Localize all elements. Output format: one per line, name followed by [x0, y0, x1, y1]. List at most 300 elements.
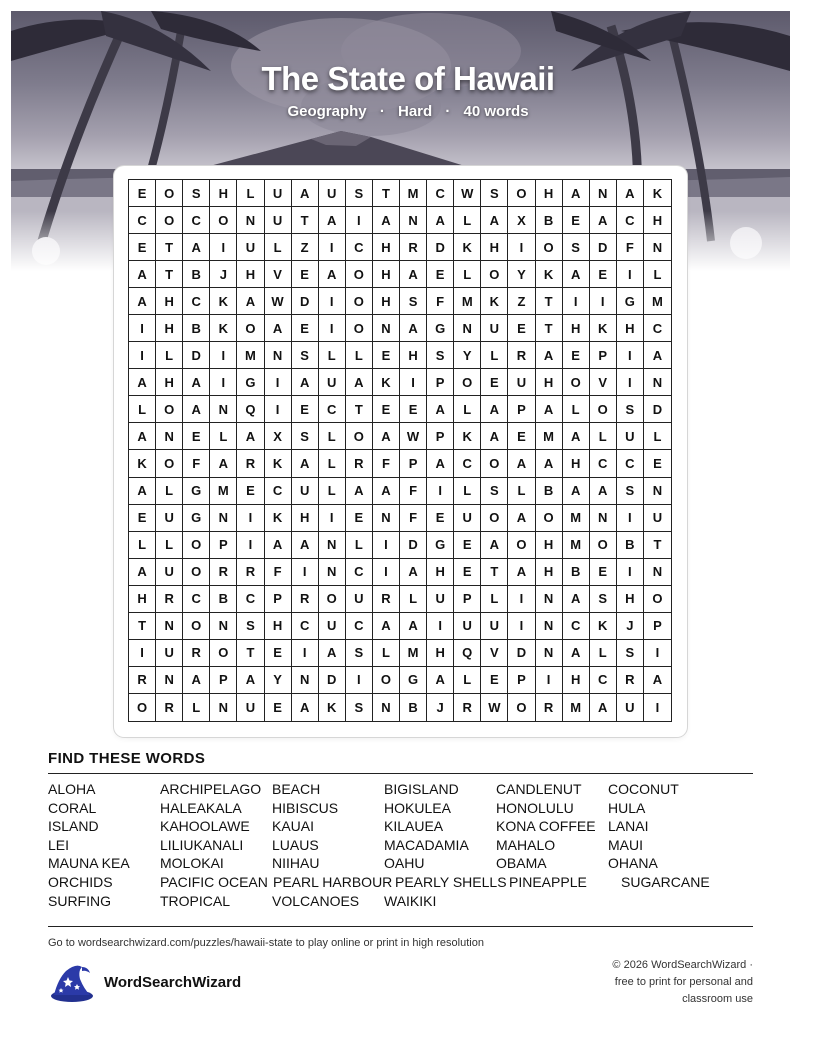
grid-cell[interactable]: P: [210, 532, 237, 559]
grid-cell[interactable]: U: [319, 613, 346, 640]
grid-cell[interactable]: H: [237, 261, 264, 288]
grid-cell[interactable]: S: [617, 478, 644, 505]
grid-cell[interactable]: A: [292, 369, 319, 396]
grid-cell[interactable]: L: [590, 640, 617, 667]
grid-cell[interactable]: B: [536, 207, 563, 234]
word-list-item[interactable]: HALEAKALA: [160, 799, 242, 816]
grid-cell[interactable]: A: [129, 261, 156, 288]
grid-cell[interactable]: A: [427, 207, 454, 234]
grid-cell[interactable]: H: [563, 315, 590, 342]
grid-cell[interactable]: E: [481, 667, 508, 694]
grid-cell[interactable]: I: [346, 667, 373, 694]
grid-cell[interactable]: U: [427, 586, 454, 613]
grid-cell[interactable]: J: [427, 694, 454, 721]
grid-cell[interactable]: I: [373, 532, 400, 559]
grid-cell[interactable]: R: [373, 586, 400, 613]
grid-cell[interactable]: E: [129, 180, 156, 207]
grid-cell[interactable]: A: [292, 532, 319, 559]
grid-cell[interactable]: O: [346, 288, 373, 315]
grid-cell[interactable]: B: [536, 478, 563, 505]
grid-cell[interactable]: N: [536, 586, 563, 613]
grid-cell[interactable]: E: [129, 234, 156, 261]
grid-cell[interactable]: L: [644, 261, 671, 288]
grid-cell[interactable]: E: [590, 261, 617, 288]
grid-cell[interactable]: I: [400, 369, 427, 396]
grid-cell[interactable]: C: [346, 559, 373, 586]
grid-cell[interactable]: O: [508, 180, 535, 207]
grid-cell[interactable]: H: [373, 234, 400, 261]
grid-cell[interactable]: H: [400, 342, 427, 369]
grid-cell[interactable]: N: [590, 180, 617, 207]
grid-cell[interactable]: T: [346, 396, 373, 423]
grid-cell[interactable]: L: [129, 396, 156, 423]
word-list-item[interactable]: CORAL: [48, 799, 97, 816]
grid-cell[interactable]: R: [536, 694, 563, 721]
grid-cell[interactable]: N: [210, 694, 237, 721]
word-list-item[interactable]: OAHU: [384, 855, 425, 872]
grid-cell[interactable]: M: [563, 694, 590, 721]
grid-cell[interactable]: A: [210, 450, 237, 477]
grid-cell[interactable]: E: [373, 396, 400, 423]
word-list-item[interactable]: KILAUEA: [384, 818, 444, 835]
grid-cell[interactable]: R: [508, 342, 535, 369]
grid-cell[interactable]: A: [319, 207, 346, 234]
grid-cell[interactable]: H: [129, 586, 156, 613]
grid-cell[interactable]: L: [210, 423, 237, 450]
word-list-item[interactable]: BEACH: [272, 781, 321, 797]
grid-cell[interactable]: O: [183, 613, 210, 640]
grid-cell[interactable]: G: [427, 532, 454, 559]
word-list-item[interactable]: MAUI: [608, 836, 643, 853]
word-list-item[interactable]: VOLCANOES: [272, 892, 360, 909]
grid-cell[interactable]: C: [346, 234, 373, 261]
grid-cell[interactable]: S: [292, 342, 319, 369]
grid-cell[interactable]: H: [563, 450, 590, 477]
grid-cell[interactable]: W: [454, 180, 481, 207]
word-list-item[interactable]: MOLOKAI: [160, 855, 224, 872]
grid-cell[interactable]: M: [536, 423, 563, 450]
grid-cell[interactable]: F: [265, 559, 292, 586]
grid-cell[interactable]: R: [292, 586, 319, 613]
grid-cell[interactable]: U: [617, 423, 644, 450]
grid-cell[interactable]: I: [563, 288, 590, 315]
grid-cell[interactable]: A: [508, 559, 535, 586]
grid-cell[interactable]: T: [536, 288, 563, 315]
grid-cell[interactable]: N: [373, 505, 400, 532]
grid-cell[interactable]: O: [129, 694, 156, 721]
grid-cell[interactable]: H: [536, 532, 563, 559]
grid-cell[interactable]: N: [210, 396, 237, 423]
grid-cell[interactable]: A: [346, 478, 373, 505]
grid-cell[interactable]: O: [454, 369, 481, 396]
grid-cell[interactable]: H: [617, 315, 644, 342]
grid-cell[interactable]: T: [481, 559, 508, 586]
grid-cell[interactable]: L: [183, 694, 210, 721]
grid-cell[interactable]: L: [156, 342, 183, 369]
grid-cell[interactable]: O: [373, 667, 400, 694]
grid-cell[interactable]: U: [508, 369, 535, 396]
grid-cell[interactable]: K: [644, 180, 671, 207]
grid-cell[interactable]: A: [373, 478, 400, 505]
grid-cell[interactable]: H: [373, 288, 400, 315]
word-list-item[interactable]: HOKULEA: [384, 799, 451, 816]
grid-cell[interactable]: R: [183, 640, 210, 667]
word-list-item[interactable]: CANDLENUT: [496, 781, 582, 797]
grid-cell[interactable]: D: [427, 234, 454, 261]
grid-cell[interactable]: A: [129, 559, 156, 586]
grid-cell[interactable]: D: [644, 396, 671, 423]
grid-cell[interactable]: R: [237, 559, 264, 586]
grid-cell[interactable]: A: [563, 640, 590, 667]
grid-cell[interactable]: H: [644, 207, 671, 234]
grid-cell[interactable]: F: [400, 478, 427, 505]
grid-cell[interactable]: C: [617, 450, 644, 477]
grid-cell[interactable]: C: [644, 315, 671, 342]
grid-cell[interactable]: S: [346, 180, 373, 207]
grid-cell[interactable]: I: [237, 505, 264, 532]
grid-cell[interactable]: I: [129, 640, 156, 667]
word-list-item[interactable]: LUAUS: [272, 836, 319, 853]
grid-cell[interactable]: C: [292, 613, 319, 640]
grid-cell[interactable]: U: [617, 694, 644, 721]
grid-cell[interactable]: K: [210, 315, 237, 342]
grid-cell[interactable]: I: [210, 369, 237, 396]
grid-cell[interactable]: N: [210, 505, 237, 532]
grid-cell[interactable]: I: [617, 369, 644, 396]
grid-cell[interactable]: A: [536, 396, 563, 423]
grid-cell[interactable]: U: [292, 478, 319, 505]
grid-cell[interactable]: U: [265, 207, 292, 234]
word-list-item[interactable]: NIIHAU: [272, 855, 320, 872]
grid-cell[interactable]: K: [265, 450, 292, 477]
grid-cell[interactable]: B: [183, 261, 210, 288]
grid-cell[interactable]: E: [129, 505, 156, 532]
grid-cell[interactable]: O: [346, 261, 373, 288]
grid-cell[interactable]: G: [617, 288, 644, 315]
grid-cell[interactable]: L: [481, 342, 508, 369]
grid-cell[interactable]: N: [536, 613, 563, 640]
grid-cell[interactable]: G: [183, 478, 210, 505]
grid-cell[interactable]: I: [265, 396, 292, 423]
grid-cell[interactable]: T: [129, 613, 156, 640]
grid-cell[interactable]: L: [644, 423, 671, 450]
grid-cell[interactable]: Q: [454, 640, 481, 667]
grid-cell[interactable]: L: [454, 207, 481, 234]
grid-cell[interactable]: M: [644, 288, 671, 315]
grid-cell[interactable]: I: [129, 315, 156, 342]
grid-cell[interactable]: M: [210, 478, 237, 505]
grid-cell[interactable]: H: [156, 288, 183, 315]
grid-cell[interactable]: U: [346, 586, 373, 613]
grid-cell[interactable]: R: [129, 667, 156, 694]
grid-cell[interactable]: C: [454, 450, 481, 477]
grid-cell[interactable]: I: [655, 699, 660, 715]
grid-cell[interactable]: O: [156, 180, 183, 207]
grid-cell[interactable]: K: [481, 288, 508, 315]
word-list-item[interactable]: ISLAND: [48, 818, 99, 835]
word-list-item[interactable]: MACADAMIA: [384, 836, 469, 853]
grid-cell[interactable]: T: [156, 234, 183, 261]
grid-cell[interactable]: U: [156, 640, 183, 667]
grid-cell[interactable]: D: [508, 640, 535, 667]
grid-cell[interactable]: R: [210, 559, 237, 586]
word-list-item[interactable]: KAUAI: [272, 818, 315, 835]
grid-cell[interactable]: L: [454, 667, 481, 694]
word-list-item[interactable]: ORCHIDS: [48, 873, 113, 890]
grid-cell[interactable]: Z: [508, 288, 535, 315]
grid-cell[interactable]: A: [183, 369, 210, 396]
grid-cell[interactable]: A: [590, 478, 617, 505]
grid-cell[interactable]: A: [563, 180, 590, 207]
grid-cell[interactable]: K: [454, 234, 481, 261]
grid-cell[interactable]: Y: [265, 667, 292, 694]
grid-cell[interactable]: C: [346, 613, 373, 640]
grid-cell[interactable]: A: [427, 450, 454, 477]
grid-cell[interactable]: O: [210, 207, 237, 234]
word-list-item[interactable]: KONA COFFEE: [496, 818, 596, 835]
grid-cell[interactable]: L: [237, 180, 264, 207]
grid-cell[interactable]: T: [292, 207, 319, 234]
grid-cell[interactable]: I: [508, 586, 535, 613]
grid-cell[interactable]: I: [319, 288, 346, 315]
grid-cell[interactable]: A: [427, 667, 454, 694]
grid-cell[interactable]: X: [508, 207, 535, 234]
grid-cell[interactable]: H: [292, 505, 319, 532]
grid-cell[interactable]: T: [536, 315, 563, 342]
grid-cell[interactable]: A: [183, 234, 210, 261]
grid-cell[interactable]: S: [346, 694, 373, 721]
word-list-item[interactable]: ARCHIPELAGO: [160, 781, 262, 797]
grid-cell[interactable]: D: [183, 342, 210, 369]
grid-cell[interactable]: C: [590, 667, 617, 694]
play-online-link[interactable]: Go to wordsearchwizard.com/puzzles/hawaii-state to play online or print in high resolution: [48, 937, 484, 949]
grid-cell[interactable]: I: [373, 559, 400, 586]
grid-cell[interactable]: I: [508, 613, 535, 640]
grid-cell[interactable]: R: [617, 667, 644, 694]
grid-cell[interactable]: U: [265, 180, 292, 207]
grid-cell[interactable]: A: [536, 342, 563, 369]
word-list-item[interactable]: SURFING: [48, 892, 111, 909]
grid-cell[interactable]: N: [373, 315, 400, 342]
grid-cell[interactable]: I: [319, 505, 346, 532]
grid-cell[interactable]: B: [617, 532, 644, 559]
grid-cell[interactable]: L: [508, 478, 535, 505]
grid-cell[interactable]: A: [319, 640, 346, 667]
grid-cell[interactable]: O: [590, 396, 617, 423]
word-list-item[interactable]: PEARLY SHELLS: [395, 873, 507, 890]
grid-cell[interactable]: E: [454, 559, 481, 586]
grid-cell[interactable]: E: [454, 532, 481, 559]
grid-cell[interactable]: A: [536, 450, 563, 477]
grid-cell[interactable]: H: [536, 559, 563, 586]
grid-cell[interactable]: J: [617, 613, 644, 640]
grid-cell[interactable]: A: [400, 613, 427, 640]
grid-cell[interactable]: R: [156, 694, 183, 721]
grid-cell[interactable]: A: [590, 207, 617, 234]
grid-cell[interactable]: U: [644, 505, 671, 532]
word-list-item[interactable]: ALOHA: [48, 781, 96, 797]
grid-cell[interactable]: P: [644, 613, 671, 640]
grid-cell[interactable]: C: [183, 288, 210, 315]
grid-cell[interactable]: A: [237, 288, 264, 315]
grid-cell[interactable]: N: [644, 478, 671, 505]
grid-cell[interactable]: O: [183, 559, 210, 586]
grid-cell[interactable]: I: [617, 559, 644, 586]
grid-cell[interactable]: P: [265, 586, 292, 613]
grid-cell[interactable]: D: [400, 532, 427, 559]
grid-cell[interactable]: B: [183, 315, 210, 342]
word-list-item[interactable]: COCONUT: [608, 781, 679, 797]
grid-cell[interactable]: S: [617, 396, 644, 423]
grid-cell[interactable]: E: [183, 423, 210, 450]
grid-cell[interactable]: S: [292, 423, 319, 450]
word-list-item[interactable]: PINEAPPLE: [509, 873, 587, 890]
grid-cell[interactable]: A: [265, 532, 292, 559]
grid-cell[interactable]: R: [237, 450, 264, 477]
grid-cell[interactable]: N: [319, 532, 346, 559]
grid-cell[interactable]: M: [400, 180, 427, 207]
grid-cell[interactable]: A: [129, 288, 156, 315]
grid-cell[interactable]: K: [373, 369, 400, 396]
grid-cell[interactable]: E: [237, 478, 264, 505]
word-list-item[interactable]: PEARL HARBOUR: [273, 873, 393, 890]
grid-cell[interactable]: S: [237, 613, 264, 640]
brand-name[interactable]: WordSearchWizard: [104, 974, 242, 991]
grid-cell[interactable]: N: [237, 207, 264, 234]
grid-cell[interactable]: H: [156, 315, 183, 342]
grid-cell[interactable]: I: [346, 207, 373, 234]
grid-cell[interactable]: W: [265, 288, 292, 315]
grid-cell[interactable]: S: [617, 640, 644, 667]
word-list-item[interactable]: PACIFIC OCEAN: [160, 873, 268, 890]
word-list-item[interactable]: KAHOOLAWE: [160, 818, 250, 835]
grid-cell[interactable]: A: [292, 450, 319, 477]
grid-cell[interactable]: N: [644, 559, 671, 586]
grid-cell[interactable]: V: [481, 640, 508, 667]
grid-cell[interactable]: A: [400, 315, 427, 342]
grid-cell[interactable]: C: [265, 478, 292, 505]
grid-cell[interactable]: N: [156, 423, 183, 450]
grid-cell[interactable]: N: [400, 207, 427, 234]
word-list-item[interactable]: LANAI: [608, 818, 649, 835]
grid-cell[interactable]: U: [156, 559, 183, 586]
grid-cell[interactable]: V: [265, 261, 292, 288]
grid-cell[interactable]: M: [237, 342, 264, 369]
grid-cell[interactable]: L: [265, 234, 292, 261]
grid-cell[interactable]: R: [400, 234, 427, 261]
grid-cell[interactable]: K: [454, 423, 481, 450]
grid-cell[interactable]: I: [237, 532, 264, 559]
grid-cell[interactable]: B: [563, 559, 590, 586]
word-list-item[interactable]: HIBISCUS: [272, 799, 339, 816]
word-list-item[interactable]: OBAMA: [496, 855, 547, 872]
grid-cell[interactable]: T: [237, 640, 264, 667]
grid-cell[interactable]: I: [210, 234, 237, 261]
grid-cell[interactable]: U: [319, 369, 346, 396]
grid-cell[interactable]: A: [292, 180, 319, 207]
grid-cell[interactable]: L: [319, 450, 346, 477]
grid-cell[interactable]: I: [319, 315, 346, 342]
grid-cell[interactable]: F: [373, 450, 400, 477]
grid-cell[interactable]: R: [454, 694, 481, 721]
grid-cell[interactable]: N: [156, 667, 183, 694]
grid-cell[interactable]: I: [292, 559, 319, 586]
grid-cell[interactable]: A: [644, 667, 671, 694]
grid-cell[interactable]: H: [617, 586, 644, 613]
grid-cell[interactable]: E: [563, 342, 590, 369]
grid-cell[interactable]: L: [563, 396, 590, 423]
grid-cell[interactable]: A: [508, 505, 535, 532]
grid-cell[interactable]: I: [590, 288, 617, 315]
grid-cell[interactable]: U: [237, 694, 264, 721]
grid-cell[interactable]: N: [265, 342, 292, 369]
grid-cell[interactable]: N: [156, 613, 183, 640]
grid-cell[interactable]: H: [210, 180, 237, 207]
grid-cell[interactable]: R: [156, 586, 183, 613]
grid-cell[interactable]: N: [373, 694, 400, 721]
grid-cell[interactable]: U: [237, 234, 264, 261]
word-list-item[interactable]: LEI: [48, 836, 70, 853]
grid-cell[interactable]: F: [427, 288, 454, 315]
grid-cell[interactable]: L: [590, 423, 617, 450]
grid-cell[interactable]: L: [346, 532, 373, 559]
grid-cell[interactable]: H: [427, 559, 454, 586]
grid-cell[interactable]: N: [536, 640, 563, 667]
grid-cell[interactable]: L: [156, 478, 183, 505]
grid-cell[interactable]: I: [427, 613, 454, 640]
grid-cell[interactable]: S: [183, 180, 210, 207]
grid-cell[interactable]: A: [129, 423, 156, 450]
grid-cell[interactable]: A: [400, 559, 427, 586]
grid-cell[interactable]: L: [156, 532, 183, 559]
grid-cell[interactable]: G: [427, 315, 454, 342]
word-list-item[interactable]: LILIUKANALI: [160, 836, 244, 853]
grid-cell[interactable]: I: [427, 478, 454, 505]
grid-cell[interactable]: A: [563, 423, 590, 450]
grid-cell[interactable]: C: [590, 450, 617, 477]
grid-cell[interactable]: S: [563, 234, 590, 261]
grid-cell[interactable]: S: [346, 640, 373, 667]
grid-cell[interactable]: N: [210, 613, 237, 640]
grid-cell[interactable]: I: [292, 640, 319, 667]
grid-cell[interactable]: S: [400, 288, 427, 315]
grid-cell[interactable]: P: [508, 667, 535, 694]
grid-cell[interactable]: N: [644, 369, 671, 396]
grid-cell[interactable]: L: [129, 532, 156, 559]
word-list-item[interactable]: HONOLULU: [496, 799, 574, 816]
grid-cell[interactable]: I: [129, 342, 156, 369]
grid-cell[interactable]: E: [427, 261, 454, 288]
grid-cell[interactable]: K: [319, 694, 346, 721]
grid-cell[interactable]: A: [129, 369, 156, 396]
grid-cell[interactable]: E: [508, 423, 535, 450]
grid-cell[interactable]: B: [400, 694, 427, 721]
grid-cell[interactable]: G: [400, 667, 427, 694]
grid-cell[interactable]: O: [481, 450, 508, 477]
grid-cell[interactable]: H: [373, 261, 400, 288]
grid-cell[interactable]: L: [319, 423, 346, 450]
grid-cell[interactable]: O: [590, 532, 617, 559]
grid-cell[interactable]: U: [319, 180, 346, 207]
grid-cell[interactable]: D: [590, 234, 617, 261]
word-list-item[interactable]: MAUNA KEA: [48, 855, 130, 872]
grid-cell[interactable]: A: [237, 667, 264, 694]
grid-cell[interactable]: O: [481, 505, 508, 532]
word-list-item[interactable]: WAIKIKI: [384, 892, 437, 909]
grid-cell[interactable]: I: [644, 640, 671, 667]
word-list-item[interactable]: HULA: [608, 799, 646, 816]
grid-cell[interactable]: K: [265, 505, 292, 532]
